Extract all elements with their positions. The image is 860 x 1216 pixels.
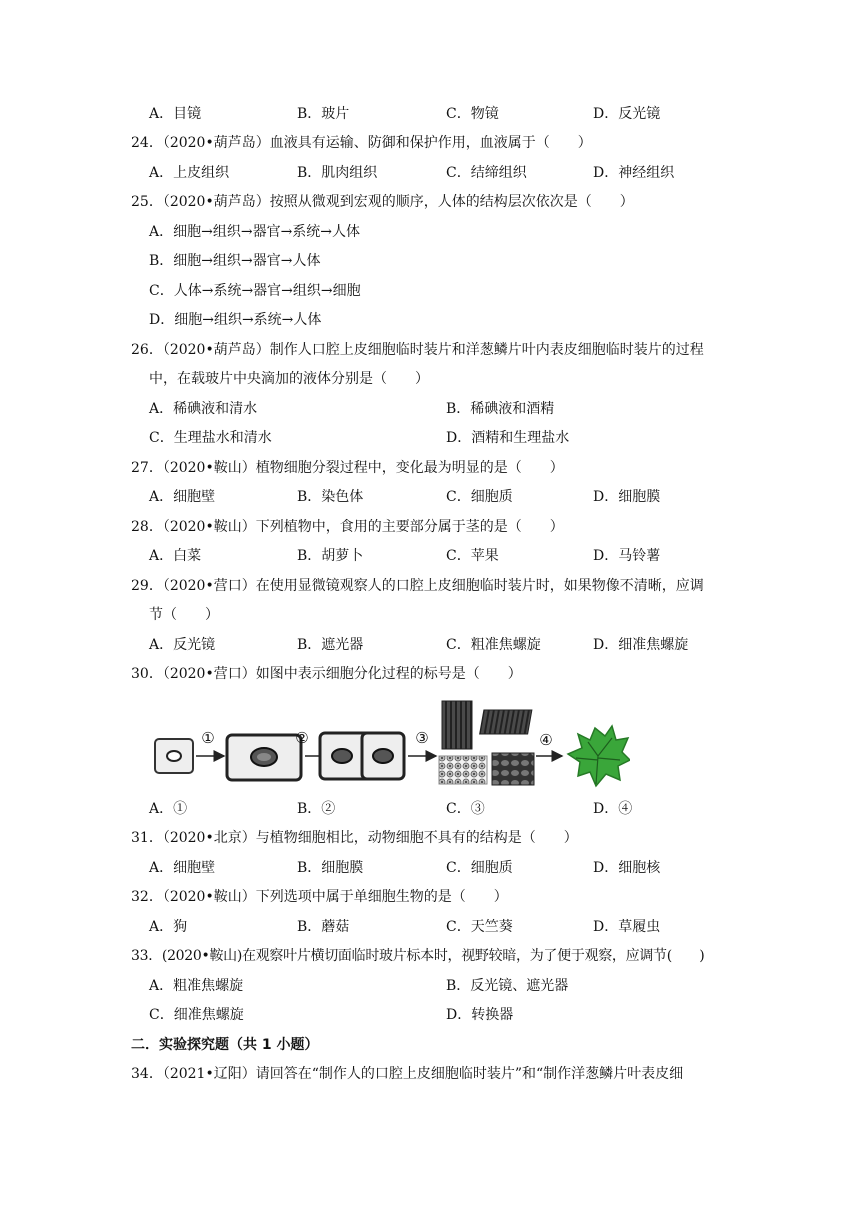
- q33-option-b: B．反光镜、遮光器: [446, 978, 569, 994]
- q31-stem: 31．（2020•北京）与植物细胞相比，动物细胞不具有的结构是（ ）: [131, 830, 578, 846]
- q33-option-c: C．细准焦螺旋: [149, 1007, 244, 1023]
- q32-option-d: D．草履虫: [593, 919, 661, 935]
- q24-option-b: B．肌肉组织: [297, 165, 378, 181]
- q32-option-b: B．蘑菇: [297, 919, 350, 935]
- q29-option-a: A．反光镜: [149, 637, 216, 653]
- q30-stem: 30．（2020•营口）如图中表示细胞分化过程的标号是（ ）: [131, 666, 522, 682]
- q24-option-d: D．神经组织: [593, 165, 675, 181]
- leaf-image: [568, 726, 630, 786]
- q28-stem: 28．（2020•鞍山）下列植物中，食用的主要部分属于茎的是（ ）: [131, 519, 564, 535]
- q31-option-c: C．细胞质: [446, 860, 513, 876]
- q26-option-b: B．稀碘液和酒精: [446, 401, 555, 417]
- q28-option-a: A．白菜: [149, 548, 202, 564]
- q23-option-d: D．反光镜: [593, 106, 661, 122]
- q24-stem: 24．（2020•葫芦岛）血液具有运输、防御和保护作用，血液属于（ ）: [131, 135, 592, 151]
- q33-option-d: D．转换器: [446, 1007, 514, 1023]
- q30-option-a: A．①: [149, 801, 188, 817]
- q25-option-d: D．细胞→组织→系统→人体: [149, 312, 322, 328]
- q23-option-b: B．玻片: [297, 106, 350, 122]
- q28-option-d: D．马铃薯: [593, 548, 661, 564]
- divided-cells: [320, 733, 404, 779]
- q29-stem-line1: 29．（2020•营口）在使用显微镜观察人的口腔上皮细胞临时装片时，如果物像不清晰，应调: [131, 578, 704, 594]
- q33-stem: 33．(2020•鞍山)在观察叶片横切面临时玻片标本时，视野较暗，为了便于观察，应调节( ): [131, 948, 705, 964]
- q29-option-c: C．粗准焦螺旋: [446, 637, 541, 653]
- section-heading: 二．实验探究题（共 1 小题）: [131, 1037, 319, 1053]
- q30-option-b: B．②: [297, 801, 336, 817]
- q28-option-c: C．苹果: [446, 548, 499, 564]
- q31-option-b: B．细胞膜: [297, 860, 364, 876]
- q25-option-b: B．细胞→组织→器官→人体: [149, 253, 321, 269]
- q24-option-a: A．上皮组织: [149, 165, 230, 181]
- tissue-images: [439, 701, 534, 785]
- enlarged-cell: [227, 735, 301, 780]
- q29-option-d: D．细准焦螺旋: [593, 637, 689, 653]
- q25-stem: 25．（2020•葫芦岛）按照从微观到宏观的顺序，人体的结构层次依次是（ ）: [131, 194, 634, 210]
- label-step-2: ②: [295, 729, 309, 747]
- q31-option-d: D．细胞核: [593, 860, 661, 876]
- cell-differentiation-figure: [150, 698, 630, 808]
- q27-option-d: D．细胞膜: [593, 489, 661, 505]
- single-cell: [155, 739, 193, 773]
- q26-stem-line1: 26．（2020•葫芦岛）制作人口腔上皮细胞临时装片和洋葱鳞片叶内表皮细胞临时装片的过程: [131, 342, 704, 358]
- q26-stem-line2: 中，在载玻片中央滴加的液体分别是（ ）: [149, 371, 429, 387]
- q26-option-d: D．酒精和生理盐水: [446, 430, 570, 446]
- q26-option-c: C．生理盐水和清水: [149, 430, 272, 446]
- q32-stem: 32．（2020•鞍山）下列选项中属于单细胞生物的是（ ）: [131, 889, 508, 905]
- q28-option-b: B．胡萝卜: [297, 548, 364, 564]
- q27-option-a: A．细胞壁: [149, 489, 216, 505]
- q33-option-a: A．粗准焦螺旋: [149, 978, 244, 994]
- q27-option-c: C．细胞质: [446, 489, 513, 505]
- q23-option-c: C．物镜: [446, 106, 499, 122]
- q24-option-c: C．结缔组织: [446, 165, 527, 181]
- q29-option-b: B．遮光器: [297, 637, 364, 653]
- q32-option-a: A．狗: [149, 919, 188, 935]
- q27-option-b: B．染色体: [297, 489, 364, 505]
- q25-option-a: A．细胞→组织→器官→系统→人体: [149, 224, 361, 240]
- q23-option-a: A．目镜: [149, 106, 202, 122]
- q29-stem-line2: 节（ ）: [149, 607, 219, 623]
- label-step-1: ①: [201, 729, 215, 747]
- q32-option-c: C．天竺葵: [446, 919, 513, 935]
- q31-option-a: A．细胞壁: [149, 860, 216, 876]
- label-step-3: ③: [415, 729, 429, 747]
- q26-option-a: A．稀碘液和清水: [149, 401, 258, 417]
- q25-option-c: C．人体→系统→器官→组织→细胞: [149, 283, 361, 299]
- q34-stem: 34．（2021•辽阳）请回答在“制作人的口腔上皮细胞临时装片”和“制作洋葱鳞片叶表皮细: [131, 1066, 684, 1082]
- q30-option-c: C．③: [446, 801, 485, 817]
- q30-option-d: D．④: [593, 801, 633, 817]
- q27-stem: 27．（2020•鞍山）植物细胞分裂过程中，变化最为明显的是（ ）: [131, 460, 564, 476]
- label-step-4: ④: [539, 731, 553, 749]
